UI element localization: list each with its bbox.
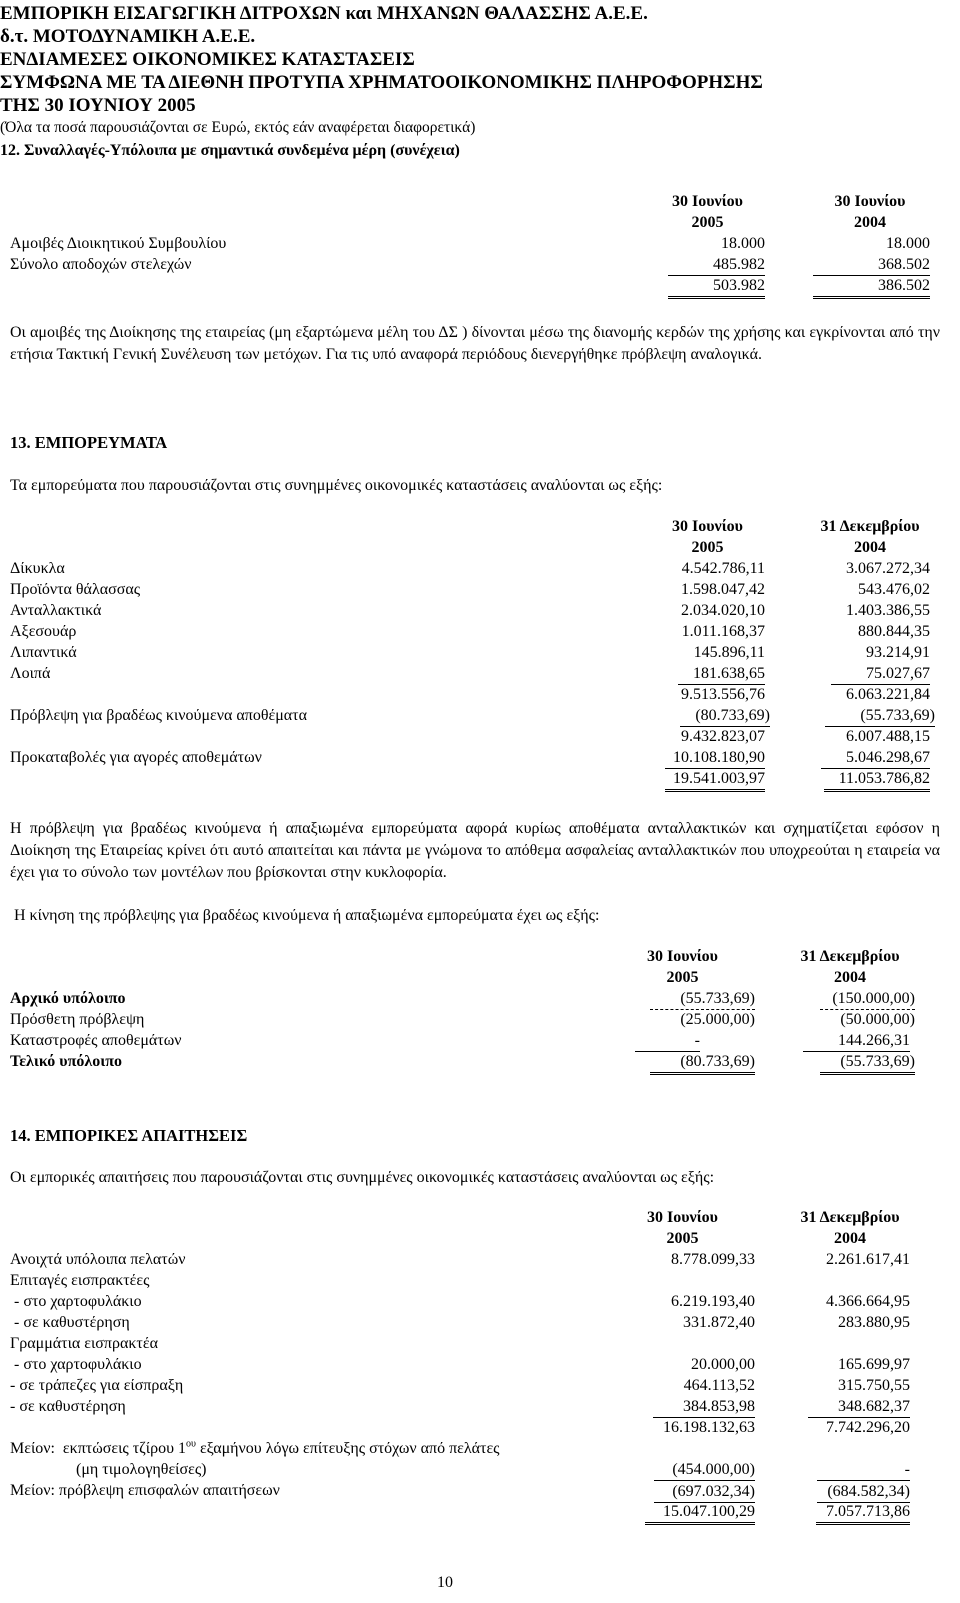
table-row: Γραμμάτια εισπρακτέα (10, 1335, 158, 1352)
table-row: - στο χαρτοφυλάκιο 20.000,00 165.699,97 (10, 1356, 910, 1373)
col1-header: 30 Ιουνίου (672, 193, 743, 210)
table-total-row: 15.047.100,29 7.057.713,86 (10, 1501, 940, 1522)
col1-header: 30 Ιουνίου (672, 518, 743, 535)
table-subtotal-row: 16.198.132,63 7.742.296,20 (663, 1419, 910, 1436)
table-row: Λοιπά 181.638,65 75.027,67 (10, 663, 940, 684)
table-row: Προϊόντα θάλασσας 1.598.047,42 543.476,02 (10, 581, 930, 598)
col2-header: 31 Δεκεμβρίου (820, 518, 920, 535)
table-row: Μείον: εκπτώσεις τζίρου $1^{o\upsilon}$ εξαμήνου λόγω επίτευξης στόχων από πελάτες (10, 1438, 500, 1457)
inventory-intro: Τα εμπορεύματα που παρουσιάζονται στις συνημμένες οικονομικές καταστάσεις αναλύονται ως εξής: (10, 477, 663, 494)
table-row: Μείον: πρόβλεψη επισφαλών απαιτήσεων (697.032,34) (684.582,34) (10, 1480, 940, 1501)
table-row: Ανοιχτά υπόλοιπα πελατών 8.778.099,33 2.261.617,41 (10, 1251, 910, 1268)
standards-title: ΣΥΜΦΩΝΑ ΜΕ ΤΑ ΔΙΕΘΝΗ ΠΡΟΤΥΠΑ ΧΡΗΜΑΤΟΟΙΚΟΝΟΜΙΚΗΣ ΠΛΗΡΟΦΟΡΗΣΗΣ (0, 72, 763, 93)
table-row: Σύνολο αποδοχών στελεχών 485.982 368.502 (10, 254, 940, 275)
receivables-table: 30 Ιουνίου 31 Δεκεμβρίου 2005 2004 Ανοιχτά υπόλοιπα πελατών 8.778.099,33 2.261.617,41 Επιταγές εισπρακτέες - στο χαρτοφυλάκιο 6.219.193,40 4.366.664,95 - σε καθυστέρηση 331.872,40 283.880,95 Γραμμάτια εισπρακτέα - στο χαρτοφυλάκιο 20.000,00 165.699,97 - σε τράπεζες για είσπραξη 464.113,52 315.750,55 - σε καθυστέρηση 384.853,98 348.682,37 16.198.132,63 7.742.296,20 Μείον: εκπτώσεις τζίρου $1^{o\upsilon}$ εξαμήνου λόγω επίτευξης στόχων από πελάτες (μη τιμολογηθείσες) (454.000,00) - Μείον: πρόβλεψη επισφαλών απαιτήσεων (697.032,34) (684.582,34) 15.047.100,29 7.057.713,86 (10, 1207, 940, 1522)
section-13-title: 13. ΕΜΠΟΡΕΥΜΑΤΑ (10, 433, 168, 452)
col1-header: 30 Ιουνίου (647, 1209, 718, 1226)
table-subtotal-row: 9.432.823,07 6.007.488,15 (681, 728, 930, 745)
section-14-title: 14. ΕΜΠΟΡΙΚΕΣ ΑΠΑΙΤΗΣΕΙΣ (10, 1126, 248, 1145)
col2-header: 31 Δεκεμβρίου (800, 948, 900, 965)
statements-title: ΕΝΔΙΑΜΕΣΕΣ ΟΙΚΟΝΟΜΙΚΕΣ ΚΑΤΑΣΤΑΣΕΙΣ (0, 49, 415, 70)
company-name: ΕΜΠΟΡΙΚΗ ΕΙΣΑΓΩΓΙΚΗ ΔΙΤΡΟΧΩΝ και ΜΗΧΑΝΩΝ ΘΑΛΑΣΣΗΣ Α.Ε.Ε. (0, 3, 648, 24)
table-total-row: 503.982 386.502 (10, 275, 940, 296)
table-header-year (10, 212, 940, 233)
table-row: Πρόσθετη πρόβλεψη (25.000,00) (50.000,00) (10, 1011, 915, 1028)
table-row: - σε καθυστέρηση 384.853,98 348.682,37 (10, 1396, 940, 1417)
table-row: - στο χαρτοφυλάκιο 6.219.193,40 4.366.664,95 (10, 1293, 910, 1310)
table-total-row: 19.541.003,97 11.053.786,82 (10, 768, 940, 789)
management-fees-paragraph: Οι αμοιβές της Διοίκησης της εταιρείας (μη εξαρτώμενα μέλη του ΔΣ ) δίνονται μέσω της διανομής κερδών της χρήσης και εγκρίνονται από την ετήσια Τακτική Γενική Συνέλευση των μετόχων. Για τις υπό αναφορά περιόδους διενεργήθηκε πρόβλεψη αναλογικά. (10, 324, 940, 363)
table-row: Δίκυκλα 4.542.786,11 3.067.272,34 (10, 560, 930, 577)
table-row: Καταστροφές αποθεμάτων - 144.266,31 (10, 1030, 940, 1051)
inventory-table: 30 Ιουνίου 31 Δεκεμβρίου 2005 2004 Δίκυκλα 4.542.786,11 3.067.272,34 Προϊόντα θάλασσας 1.598.047,42 543.476,02 Ανταλλακτικά 2.034.020,10 1.403.386,55 Αξεσουάρ 1.011.168,37 880.844,35 Λιπαντικά 145.896,11 93.214,91 Λοιπά 181.638,65 75.027,67 9.513.556,76 6.063.221,84 Πρόβλεψη για βραδέως κινούμενα αποθέματα (80.733,69) (55.733,69) 9.432.823,07 6.007.488,15 Προκαταβολές για αγορές αποθεμάτων 10.108.180,90 5.046.298,67 19.541.003,97 11.053.786,82 (10, 516, 940, 789)
provision-movement-table: 30 Ιουνίου 31 Δεκεμβρίου 2005 2004 Αρχικό υπόλοιπο (55.733,69) (150.000,00) Πρόσθετη πρόβλεψη (25.000,00) (50.000,00) Καταστροφές αποθεμάτων - 144.266,31 Τελικό υπόλοιπο (80.733,69) (55.733,69) (10, 946, 940, 1072)
table-row: Προκαταβολές για αγορές αποθεμάτων 10.108.180,90 5.046.298,67 (10, 747, 940, 768)
table-row: Λιπαντικά 145.896,11 93.214,91 (10, 644, 930, 661)
date-title: ΤΗΣ 30 ΙΟΥΝΙΟΥ 2005 (0, 95, 196, 116)
table-row: Επιταγές εισπρακτέες (10, 1272, 150, 1289)
col2-header: 31 Δεκεμβρίου (800, 1209, 900, 1226)
receivables-intro: Οι εμπορικές απαιτήσεις που παρουσιάζονται στις συνημμένες οικονομικές καταστάσεις αναλύονται ως εξής: (10, 1169, 715, 1186)
table-row: Αξεσουάρ 1.011.168,37 880.844,35 (10, 623, 930, 640)
col1-year: 2005 (691, 214, 724, 231)
table-row: - σε τράπεζες για είσπραξη 464.113,52 315.750,55 (10, 1377, 910, 1394)
table-row: - σε καθυστέρηση 331.872,40 283.880,95 (10, 1314, 910, 1331)
table-row: (μη τιμολογηθείσες) (454.000,00) - (76, 1461, 910, 1478)
table-row: Αμοιβές Διοικητικού Συμβουλίου 18.000 18.000 (10, 235, 930, 252)
table-total-row: Τελικό υπόλοιπο (80.733,69) (55.733,69) (10, 1051, 940, 1072)
table-row: Πρόβλεψη για βραδέως κινούμενα αποθέματα (80.733,69) (55.733,69) (10, 705, 940, 726)
provision-paragraph: Η πρόβλεψη για βραδέως κινούμενα ή απαξιωμένα εμπορεύματα αφορά κυρίως αποθέματα ανταλλακτικών και σχηματίζεται εφόσον η Διοίκηση της Εταιρείας κρίνει ότι αυτό απαιτείται και πάντα με γνώμονα το απόθεμα ασφαλείας ανταλλακτικών που υποχρεούται η εταιρεία να έχει για το σύνολο των μοντέλων που βρίσκονται στην κυκλοφορία. (10, 820, 940, 881)
page-number: 10 (437, 1574, 453, 1591)
col2-header: 30 Ιουνίου (834, 193, 906, 210)
col1-header: 30 Ιουνίου (647, 948, 718, 965)
table-row: Ανταλλακτικά 2.034.020,10 1.403.386,55 (10, 602, 930, 619)
table-header (10, 191, 940, 212)
provision-movement-intro: Η κίνηση της πρόβλεψης για βραδέως κινούμενα ή απαξιωμένα εμπορεύματα έχει ως εξής: (14, 907, 600, 924)
col2-year: 2004 (854, 214, 886, 231)
related-party-table (10, 191, 940, 296)
trade-name: δ.τ. ΜΟΤΟΔΥΝΑΜΙΚΗ Α.Ε.Ε. (0, 26, 256, 47)
document-header (0, 2, 950, 163)
currency-note: (Όλα τα ποσά παρουσιάζονται σε Ευρώ, εκτός εάν αναφέρεται διαφορετικά) (0, 119, 476, 136)
table-subtotal-row: 9.513.556,76 6.063.221,84 (681, 686, 930, 703)
table-row: Αρχικό υπόλοιπο (55.733,69) (150.000,00) (10, 988, 940, 1009)
section-12-title: 12. Συναλλαγές-Υπόλοιπα με σημαντικά συνδεμένα μέρη (συνέχεια) (0, 142, 460, 159)
